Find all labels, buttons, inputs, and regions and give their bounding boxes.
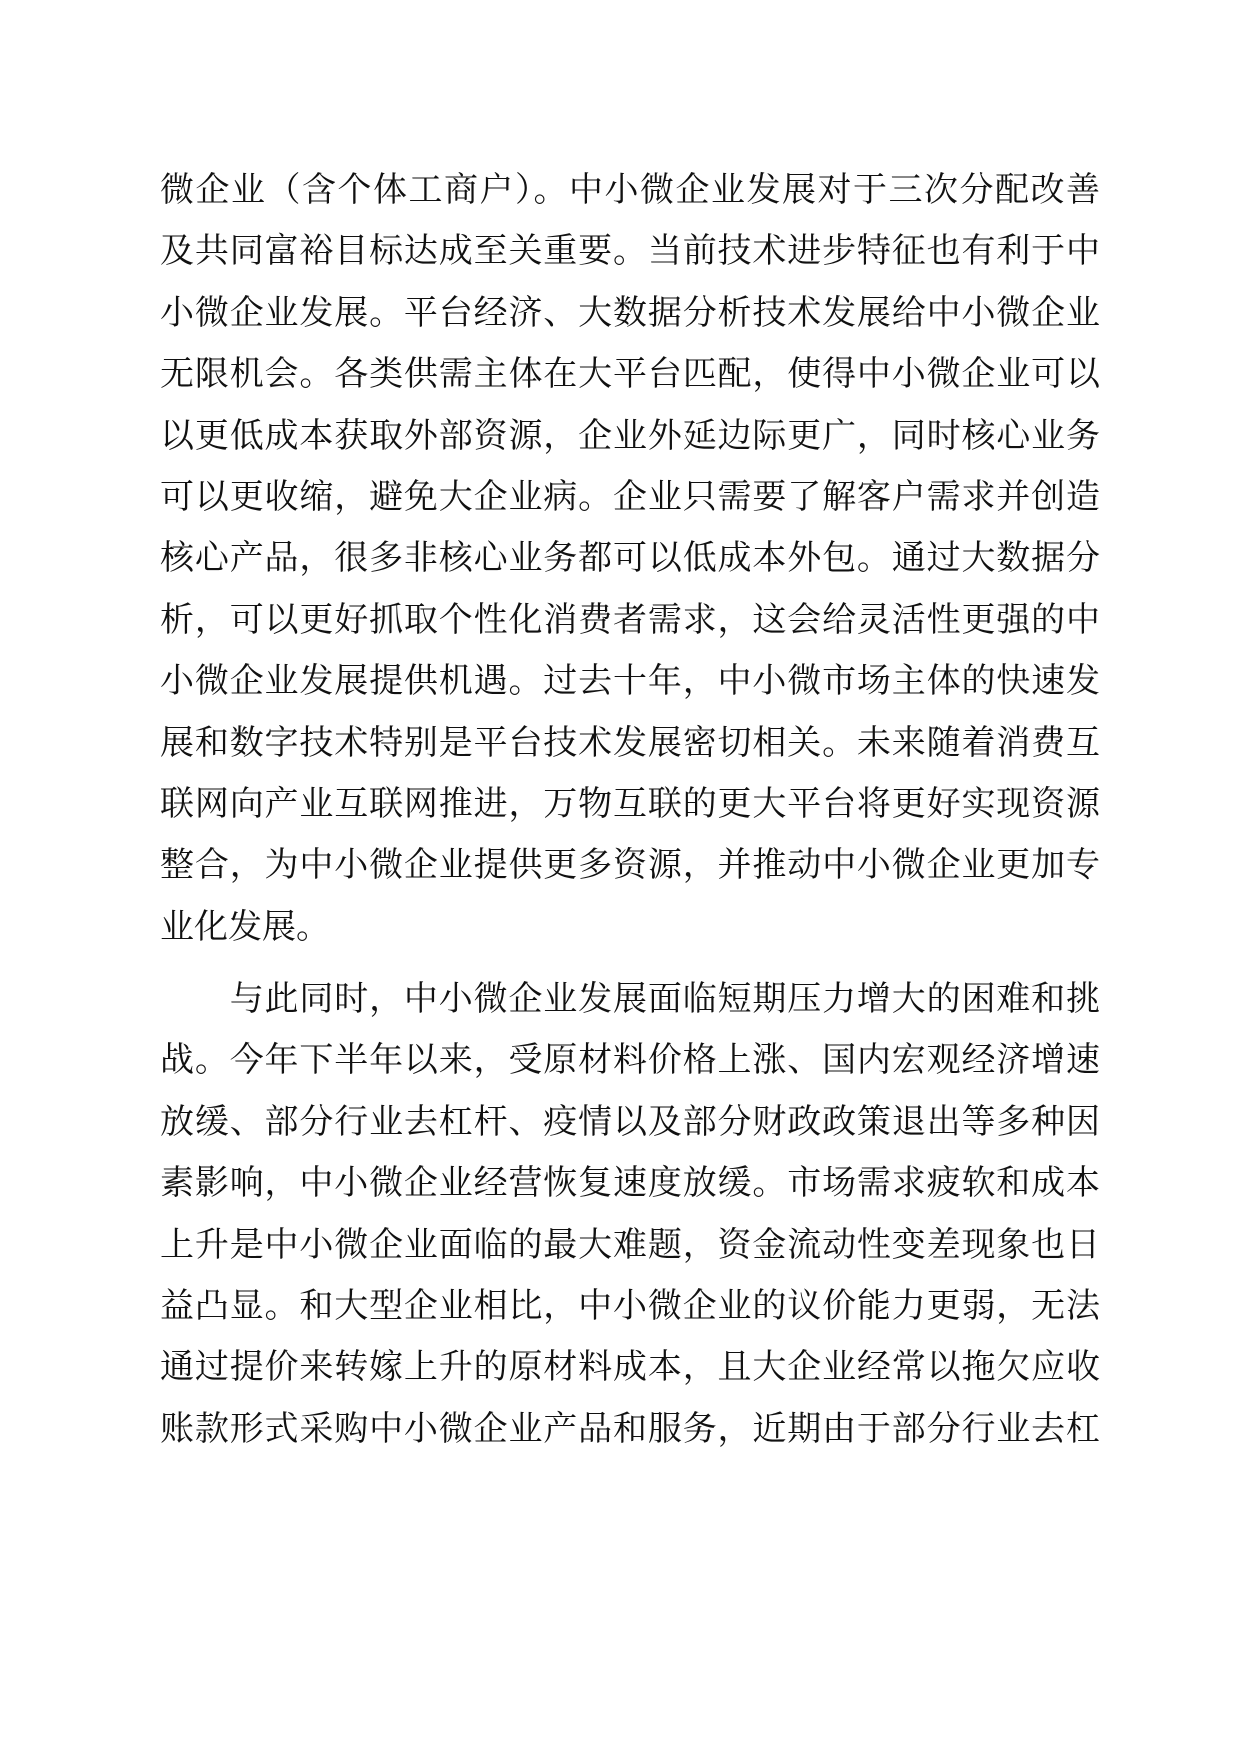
text-line: 放缓、部分行业去杠杆、疫情以及部分财政政策退出等多种因 bbox=[160, 1101, 1100, 1142]
text-line: 以更低成本获取外部资源，企业外延边际更广，同时核心业务 bbox=[160, 415, 1100, 456]
text-line: 战。今年下半年以来，受原材料价格上涨、国内宏观经济增速 bbox=[160, 1040, 1100, 1081]
text-line: 业化发展。 bbox=[160, 906, 330, 947]
text-line: 小微企业发展提供机遇。过去十年，中小微市场主体的快速发 bbox=[160, 661, 1100, 702]
paragraph-2 bbox=[160, 969, 1100, 1460]
text-line: 与此同时，中小微企业发展面临短期压力增大的困难和挑 bbox=[160, 979, 1100, 1020]
text-line: 益凸显。和大型企业相比，中小微企业的议价能力更弱，无法 bbox=[160, 1286, 1100, 1327]
text-line: 联网向产业互联网推进，万物互联的更大平台将更好实现资源 bbox=[160, 783, 1100, 824]
body-text bbox=[160, 160, 1100, 1460]
text-line: 及共同富裕目标达成至关重要。当前技术进步特征也有利于中 bbox=[160, 231, 1100, 272]
text-line: 素影响，中小微企业经营恢复速度放缓。市场需求疲软和成本 bbox=[160, 1163, 1100, 1204]
text-line: 析，可以更好抓取个性化消费者需求，这会给灵活性更强的中 bbox=[160, 599, 1100, 640]
text-line: 可以更收缩，避免大企业病。企业只需要了解客户需求并创造 bbox=[160, 476, 1100, 517]
text-line: 展和数字技术特别是平台技术发展密切相关。未来随着消费互 bbox=[160, 722, 1100, 763]
text-line: 整合，为中小微企业提供更多资源，并推动中小微企业更加专 bbox=[160, 845, 1100, 886]
text-line: 上升是中小微企业面临的最大难题，资金流动性变差现象也日 bbox=[160, 1224, 1100, 1265]
paragraph-1 bbox=[160, 160, 1100, 958]
text-line: 无限机会。各类供需主体在大平台匹配，使得中小微企业可以 bbox=[160, 354, 1100, 395]
text-line: 账款形式采购中小微企业产品和服务，近期由于部分行业去杠 bbox=[160, 1408, 1100, 1449]
text-line: 小微企业发展。平台经济、大数据分析技术发展给中小微企业 bbox=[160, 292, 1100, 333]
text-line: 核心产品，很多非核心业务都可以低成本外包。通过大数据分 bbox=[160, 538, 1100, 579]
text-line: 通过提价来转嫁上升的原材料成本，且大企业经常以拖欠应收 bbox=[160, 1347, 1100, 1388]
text-line: 微企业（含个体工商户）。中小微企业发展对于三次分配改善 bbox=[160, 170, 1100, 210]
paragraph-gap bbox=[160, 958, 1100, 969]
